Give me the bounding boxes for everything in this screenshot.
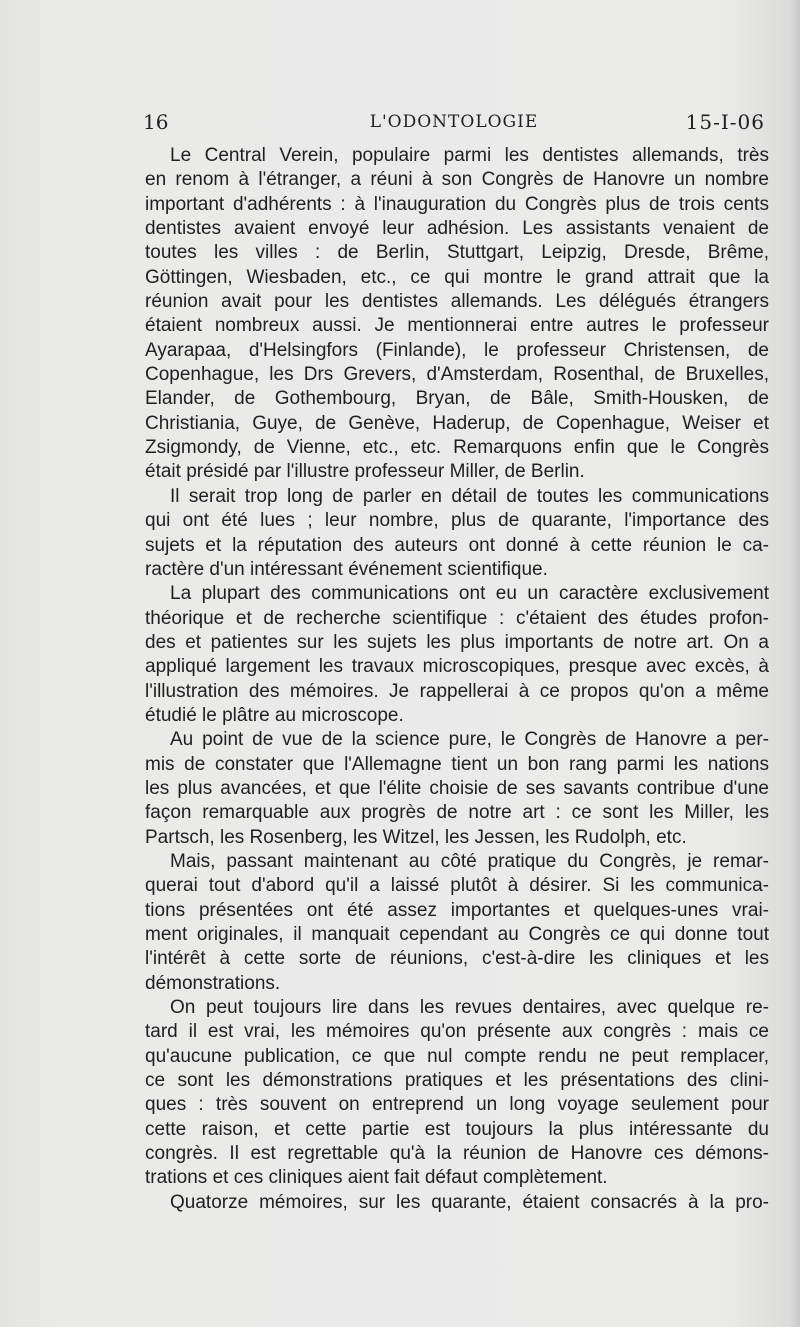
- running-head: [143, 108, 765, 136]
- text-line: Ayarapaa, d'Helsingfors (Finlande), le professeur Christensen, de: [145, 339, 769, 361]
- page-number: 16: [143, 110, 169, 134]
- text-line: en renom à l'étranger, a réuni à son Congrès de Hanovre un nombre: [145, 169, 769, 191]
- text-line: étudié le plâtre au microscope.: [145, 704, 404, 726]
- text-line: ractère d'un intéressant événement scientifique.: [145, 558, 548, 580]
- text-line: Partsch, les Rosenberg, les Witzel, les Jessen, les Rudolph, etc.: [145, 826, 687, 848]
- text-line: sujets et la réputation des auteurs ont donné à cette réunion le ca-: [145, 534, 769, 556]
- text-line: l'intérêt à cette sorte de réunions, c'est-à-dire les cliniques et les: [145, 948, 769, 970]
- text-line: démonstrations.: [145, 972, 281, 994]
- text-line: ques : très souvent on entreprend un long voyage seulement pour: [145, 1094, 769, 1116]
- text-line: Göttingen, Wiesbaden, etc., ce qui montre le grand attrait que la: [145, 266, 769, 288]
- text-line: tions présentées ont été assez importantes et quelques-unes vrai-: [145, 899, 769, 921]
- text-line: les plus avancées, et que l'élite choisie de ses savants contribue d'une: [145, 777, 769, 799]
- text-line: toutes les villes : de Berlin, Stuttgart, Leipzig, Dresde, Brême,: [145, 242, 769, 264]
- text-line: théorique et de recherche scientifique : c'étaient des études profon-: [145, 607, 769, 629]
- text-line: Christiania, Guye, de Genève, Haderup, de Copenhague, Weiser et: [145, 412, 769, 434]
- text-line: Au point de vue de la science pure, le Congrès de Hanovre a per-: [170, 729, 769, 751]
- text-line: Le Central Verein, populaire parmi les dentistes allemands, très: [170, 145, 769, 166]
- text-line: Mais, passant maintenant au côté pratique du Congrès, je remar-: [170, 850, 769, 872]
- body-text: [145, 144, 769, 1215]
- text-line: important d'adhérents : à l'inauguration du Congrès plus de trois cents: [145, 193, 769, 215]
- journal-title: L'ODONTOLOGIE: [369, 112, 539, 132]
- text-line: appliqué largement les travaux microscopiques, presque avec excès, à: [145, 656, 769, 678]
- issue-date: 15-I-06: [685, 110, 765, 134]
- text-line: ment originales, il manquait cependant au Congrès ce qui donne tout: [145, 924, 769, 945]
- text-line: ce sont les démonstrations pratiques et les présentations des clini-: [145, 1070, 769, 1092]
- text-line: l'illustration des mémoires. Je rappellerai à ce propos qu'on a même: [145, 680, 769, 702]
- text-line: façon remarquable aux progrès de notre art : ce sont les Miller, les: [145, 802, 769, 824]
- text-line: étaient nombreux aussi. Je mentionnerai entre autres le professeur: [145, 315, 769, 337]
- text-line: querai tout d'abord qu'il a laissé plutôt à désirer. Si les communica-: [145, 875, 769, 897]
- text-line: qu'aucune publication, ce que nul compte rendu ne peut remplacer,: [145, 1045, 769, 1067]
- text-line: mis de constater que l'Allemagne tient un bon rang parmi les nations: [145, 753, 769, 775]
- text-line: Zsigmondy, de Vienne, etc., etc. Remarquons enfin que le Congrès: [145, 437, 769, 459]
- text-line: tard il est vrai, les mémoires qu'on présente aux congrès : mais ce: [145, 1021, 769, 1043]
- text-line: trations et ces cliniques aient fait défaut complètement.: [145, 1167, 608, 1189]
- text-line: La plupart des communications ont eu un caractère exclusivement: [170, 583, 769, 605]
- text-line: était présidé par l'illustre professeur Miller, de Berlin.: [145, 461, 585, 483]
- text-line: congrès. Il est regrettable qu'à la réunion de Hanovre ces démons-: [145, 1143, 769, 1165]
- text-line: cette raison, et cette partie est toujours la plus intéressante du: [145, 1118, 769, 1140]
- text-line: Copenhague, les Drs Grevers, d'Amsterdam, Rosenthal, de Bruxelles,: [145, 364, 769, 386]
- text-line: Elander, de Gothembourg, Bryan, de Bâle, Smith-Housken, de: [145, 388, 769, 410]
- text-line: qui ont été lues ; leur nombre, plus de quarante, l'importance des: [145, 510, 769, 532]
- text-line: dentistes avaient envoyé leur adhésion. Les assistants venaient de: [145, 218, 769, 240]
- page-edge-shadow: [790, 0, 800, 1327]
- text-line: réunion avait pour les dentistes allemands. Les délégués étrangers: [145, 291, 769, 313]
- text-line: des et patientes sur les sujets les plus importants de notre art. On a: [145, 631, 769, 653]
- text-line: On peut toujours lire dans les revues dentaires, avec quelque re-: [170, 997, 769, 1019]
- text-line: Quatorze mémoires, sur les quarante, étaient consacrés à la pro-: [170, 1191, 769, 1213]
- text-line: Il serait trop long de parler en détail de toutes les communications: [170, 485, 769, 507]
